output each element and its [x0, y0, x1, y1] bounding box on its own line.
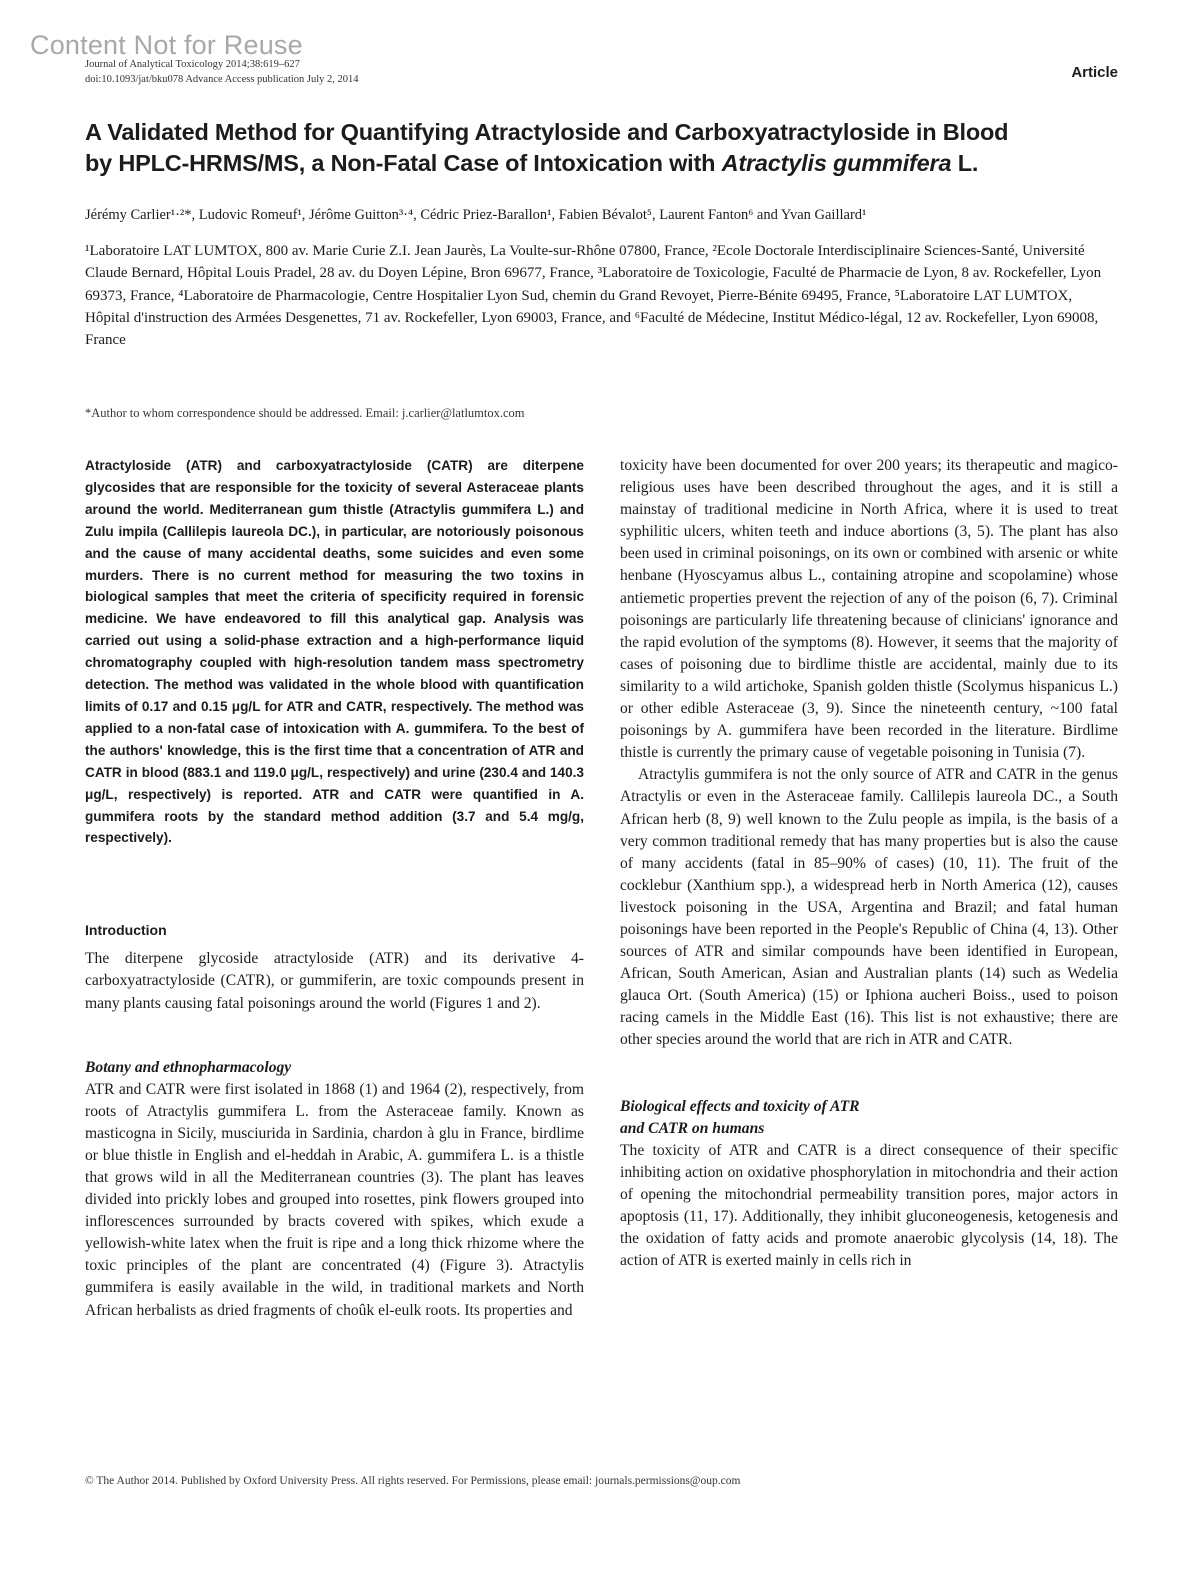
title-line-2-start: by HPLC-HRMS/MS, a Non-Fatal Case of Intoxication with [85, 150, 722, 176]
ethnopharmacology-paragraph: toxicity have been documented for over 200 years; its therapeutic and magico-religious uses have been described throughout the ages, and it is still a mainstay of traditional medicine in North Africa, where it is used to treat syphilitic ulcers, whiten teeth and induce abortions (3, 5). The plant has also been used in criminal poisonings, on its own or combined with arsenic or white henbane (Hyoscyamus albus L., containing atropine and scopolamine) whose antiemetic properties prevent the rejection of any of the poison (6, 7). Criminal poisonings are particularly life threatening because of clinicians' ignorance and the rapid evolution of the symptoms (8). However, it seems that the majority of cases of poisoning due to birdlime thistle are accidental, mainly due to its similarity to a wild artichoke, Spanish golden thistle (Scolymus hispanicus L.) or other edible Asteraceae (3, 9). Since the nineteenth century, ~100 fatal poisonings by A. gummifera have been recorded in the literature. Birdlime thistle is currently the primary cause of vegetable poisoning in Tunisia (7). [620, 457, 1118, 762]
botany-paragraph: ATR and CATR were first isolated in 1868 (1) and 1964 (2), respectively, from roots of Atractylis gummifera L. from the Asteraceae family. Known as masticogna in Sicily, musciurida in Sardinia, chardon à glu in France, birdlime or blue thistle in English and el-heddah in Arabic, A. gummifera L. is a thistle that grows wild in all the Mediterranean countries (3). The plant has leaves divided into prickly lobes and grouped into rosettes, pink flowers grouped into inflorescences surrounded by bracts covered with spikes, which exude a yellowish-white latex when the fruit is ripe and a long thick rhizome where the toxic principles of the plant are concentrated (4) (Figure 3). Atractylis gummifera is easily available in the wild, in traditional markets and North African herbalists as dried fragments of choûk el-eulk roots. Its properties and [85, 1080, 584, 1319]
introduction-heading: Introduction [85, 922, 167, 939]
abstract: Atractyloside (ATR) and carboxyatractyloside (CATR) are diterpene glycosides that are responsible for the toxicity of several Asteraceae plants around the world. Mediterranean gum thistle (Atractylis gummifera L.) and Zulu impila (Callilepis laureola DC.), in particular, are notoriously poisonous and the cause of many accidental deaths, some suicides and even some murders. There is no current method for measuring the two toxins in biological samples that meet the criteria of specificity required in forensic medicine. We have endeavored to fill this analytical gap. Analysis was carried out using a solid-phase extraction and a high-performance liquid chromatography coupled with high-resolution tandem mass spectrometry detection. The method was validated in the whole blood with quantification limits of 0.17 and 0.15 μg/L for ATR and CATR, respectively. The method was applied to a non-fatal case of intoxication with A. gummifera. To the best of the authors' knowledge, this is the first time that a concentration of ATR and CATR in blood (883.1 and 119.0 μg/L, respectively) and urine (230.4 and 140.3 μg/L, respectively) is reported. ATR and CATR were quantified in A. gummifera roots by the standard method addition (3.7 and 5.4 mg/g, respectively). [85, 458, 584, 846]
copyright-footer: © The Author 2014. Published by Oxford University Press. All rights reserved. For Permissions, please email: journals.permissions@oup.com [85, 1475, 741, 1487]
article-type-label: Article [1071, 64, 1118, 81]
biological-effects-heading [620, 1096, 1118, 1140]
article-title [85, 117, 1125, 179]
introduction-paragraph: The diterpene glycoside atractyloside (ATR) and its derivative 4-carboxyatractyloside (CATR), or gummiferin, are toxic compounds present in many plants causing fatal poisonings around the world (Figures 1 and 2). [85, 950, 584, 1012]
watermark: Content Not for Reuse [30, 30, 303, 60]
left-column [85, 455, 584, 1322]
author-list: Jérémy Carlier¹·²*, Ludovic Romeuf¹, Jérôme Guitton³·⁴, Cédric Priez-Barallon¹, Fabien Bévalot⁵, Laurent Fanton⁶ and Yvan Gaillard¹ [85, 207, 867, 223]
right-column [620, 455, 1118, 1272]
other-sources-paragraph: Atractylis gummifera is not the only source of ATR and CATR in the genus Atractylis or even in the Asteraceae family. Callilepis laureola DC., a South African herb (8, 9) well known to the Zulu people as impila, is the basis of a very common traditional remedy that has many properties but is also the cause of many accidents (fatal in 85–90% of cases) (10, 11). The fruit of the cocklebur (Xanthium spp.), a widespread herb in North America (12), causes livestock poisoning in the USA, Argentina and Brazil; and fatal human poisonings have been reported in the People's Republic of China (4, 13). Other sources of ATR and similar compounds have been identified in European, African, South American, Asian and Australian plants (14) such as Wedelia glauca Ort. (South America) (15) or Iphiona aucheri Boiss., used to poison racing camels in the Middle East (16). This list is not exhaustive; there are other species around the world that are rich in ATR and CATR. [620, 766, 1118, 1049]
journal-header [85, 57, 359, 87]
correspondence-note: *Author to whom correspondence should be addressed. Email: j.carlier@latlumtox.com [85, 406, 525, 420]
biological-effects-paragraph: The toxicity of ATR and CATR is a direct consequence of their specific inhibiting action on oxidative phosphorylation in mitochondria and their action of opening the mitochondrial permeability transition pores, major actors in apoptosis (11, 17). Additionally, they inhibit gluconeogenesis, ketogenesis and the oxidation of fatty acids and promote anaerobic glycolysis (14, 18). The action of ATR is exerted mainly in cells rich in [620, 1141, 1118, 1269]
journal-citation: Journal of Analytical Toxicology 2014;38:619–627 [85, 59, 300, 70]
doi-line: doi:10.1093/jat/bku078 Advance Access publication July 2, 2014 [85, 74, 359, 85]
botany-heading: Botany and ethnopharmacology [85, 1058, 292, 1076]
biological-effects-heading-line-2: and CATR on humans [620, 1119, 765, 1137]
title-line-2-end: L. [951, 150, 979, 176]
title-line-1: A Validated Method for Quantifying Atractyloside and Carboxyatractyloside in Blood [85, 119, 1009, 145]
affiliations: ¹Laboratoire LAT LUMTOX, 800 av. Marie Curie Z.I. Jean Jaurès, La Voulte-sur-Rhône 07800, France, ²Ecole Doctorale Interdisciplinaire Sciences-Santé, Université Claude Bernard, Hôpital Louis Pradel, 28 av. du Doyen Lépine, Bron 69677, France, ³Laboratoire de Toxicologie, Faculté de Pharmacie de Lyon, 8 av. Rockefeller, Lyon 69373, France, ⁴Laboratoire de Pharmacologie, Centre Hospitalier Lyon Sud, chemin du Grand Revoyet, Pierre-Bénite 69495, France, ⁵Laboratoire LAT LUMTOX, Hôpital d'instruction des Armées Desgenettes, 71 av. Rockefeller, Lyon 69003, France, and ⁶Faculté de Médecine, Institut Médico-légal, 12 av. Rockefeller, Lyon 69008, France [85, 243, 1102, 349]
biological-effects-heading-line-1: Biological effects and toxicity of ATR [620, 1097, 860, 1115]
title-line-2-italic: Atractylis gummifera [721, 150, 952, 176]
